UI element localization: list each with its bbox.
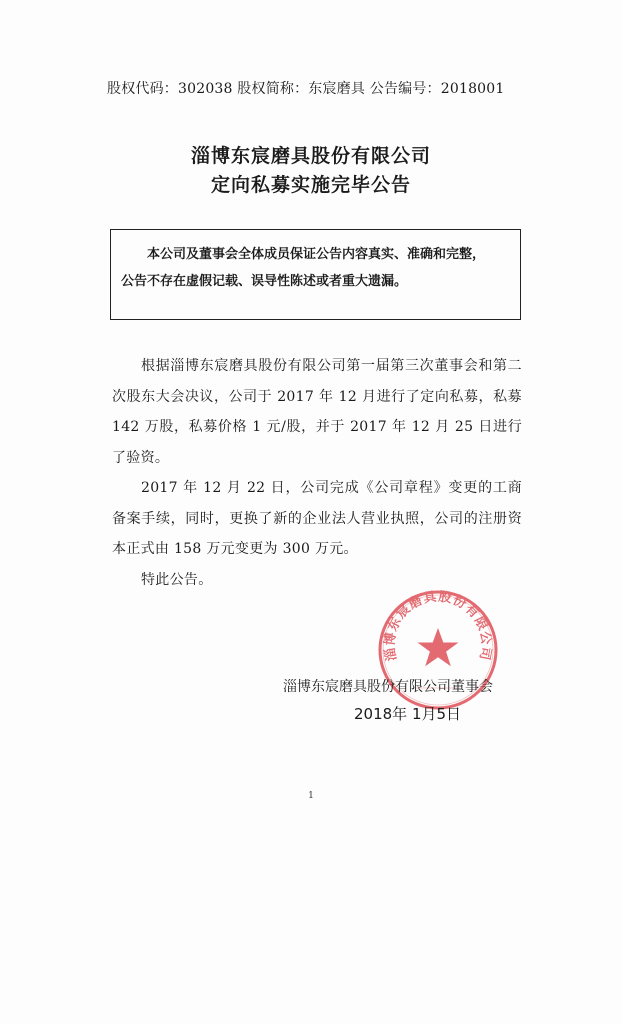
- signature-date: 2018年 1月5日: [354, 705, 462, 723]
- board-signature: 淄博东宸磨具股份有限公司董事会: [283, 679, 493, 695]
- page-number: 1: [308, 791, 314, 801]
- body-paragraph-3: 特此公告。: [141, 571, 213, 588]
- body-paragraph-2: 2017 年 12 月 22 日，公司完成《公司章程》变更的工商备案手续，同时，更换了新的企业法人营业执照，公司的注册资本正式由 158 万元变更为 300 万元。: [112, 480, 522, 557]
- company-title: 淄博东宸磨具股份有限公司: [190, 145, 431, 167]
- seal-star-icon: [418, 628, 459, 666]
- disclaimer-line-2: 公告不存在虚假记载、误导性陈述或者重大遗漏。: [121, 274, 408, 289]
- seal-text: 淄博东宸磨具股份有限公司: [382, 589, 494, 663]
- body-paragraph-1: 根据淄博东宸磨具股份有限公司第一届第三次董事会和第二次股东大会决议，公司于 2017 年 12 月进行了定向私募，私募 142 万股，私募价格 1 元/股，并于 2017 年 12 月 25 日进行了验资。: [112, 358, 522, 466]
- disclaimer-box: [110, 229, 521, 320]
- announcement-body: [112, 351, 522, 595]
- disclaimer-line-1: 本公司及董事会全体成员保证公告内容真实、准确和完整，: [147, 247, 486, 262]
- stock-info-header: 股权代码：302038 股权简称：东宸磨具 公告编号：2018001: [107, 81, 505, 97]
- announcement-title: 定向私募实施完毕公告: [210, 174, 411, 196]
